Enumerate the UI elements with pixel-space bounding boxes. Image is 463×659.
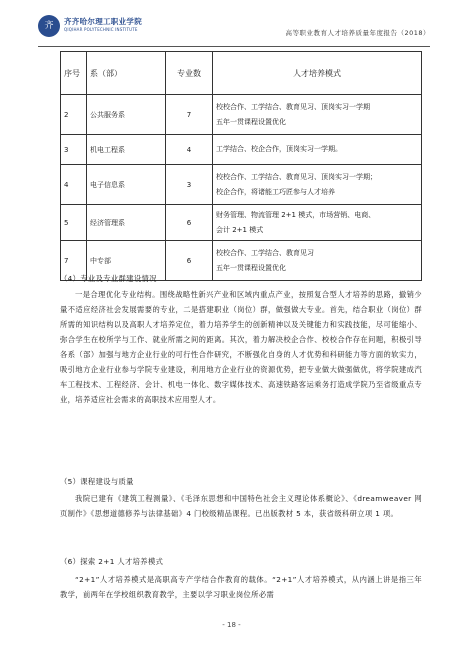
table-row [61, 165, 422, 205]
mode-line: 五年一贯课程设置优化 [216, 263, 286, 272]
row-dept: 机电工程系 [87, 135, 166, 165]
school-name: 齐齐哈尔理工职业学院 [64, 17, 142, 26]
mode-line: 会计 2+1 模式 [216, 225, 264, 234]
mode-line: 校校合作、工学结合、教育见习、顶岗实习一学期 [216, 102, 370, 111]
school-name-english: QIQIHAR POLYTECHNIC INSTITUTE [64, 27, 138, 32]
row-count: 7 [166, 95, 213, 135]
table-row [61, 135, 422, 165]
mode-line: 校企合作，将诸能工巧匠参与人才培养 [216, 187, 335, 196]
section-6-heading: （6）探索 2+1 人才培养模式 [60, 557, 164, 566]
mode-line: 校校合作、工学结合、教育见习、顶岗实习一学期； [216, 172, 377, 181]
row-no: 2 [61, 95, 87, 135]
page-number: - 18 - [222, 621, 241, 629]
row-no: 5 [61, 205, 87, 241]
talent-model-table [60, 51, 422, 281]
row-dept: 经济管理系 [87, 205, 166, 241]
section-4-paragraph: 一是合理优化专业结构。围绕战略性新兴产业和区域内重点产业，按照复合型人才培养的思路，撤销少量不适应经济社会发展需要的专业，二是搭建职业（岗位）群，做强做大专业。首先，结合职业（岗位）群所需的知识结构以及高职人才培养定位，着力培养学生的创新精神以及关键能力和实践技能，尽可能缩小、弥合学生在校所学与工作、就业所需之间的距离。其次，着力解决校企合作、校校合作存在问题，积极引导各系（部）加强与地方企业行业的可行性合作研究，不断强化自身的人才优势和科研能力等方面的软实力，吸引地方企业行业参与学院专业建设，利用地方企业行业的资源优势，把专业做大做强做优，将学院建成汽车工程技术、工程经济、会计、机电一体化、数字媒体技术、高速铁路客运乘务打造成学院乃至省级重点专业，培养适应社会需求的高职技术应用型人才。 [60, 290, 422, 404]
table-row [61, 95, 422, 135]
section-6-paragraph: “2+1”人才培养模式是高职高专产学结合作教育的载体。“2+1”人才培养模式，从内涵上讲是指三年教学，前两年在学校组织教育教学，主要以学习职业岗位所必需 [60, 575, 422, 599]
header-dept: 系（部） [87, 52, 166, 95]
mode-line: 工学结合、校企合作，顶岗实习一学期。 [216, 145, 342, 153]
row-mode [213, 205, 422, 241]
mode-line: 校校合作、工学结合、教育见习 [216, 248, 314, 257]
row-mode [213, 165, 422, 205]
row-mode [213, 135, 422, 165]
mode-line: 五年一贯课程设置优化 [216, 117, 286, 126]
row-no: 7 [61, 241, 87, 281]
header-no: 序号 [61, 52, 87, 95]
row-dept: 电子信息系 [87, 165, 166, 205]
row-no: 4 [61, 165, 87, 205]
row-count: 3 [166, 165, 213, 205]
row-dept: 公共服务系 [87, 95, 166, 135]
row-count: 6 [166, 241, 213, 281]
section-4-heading: （4）专业及专业群建设情况 [60, 274, 157, 283]
row-no: 3 [61, 135, 87, 165]
header-mode: 人才培养模式 [213, 52, 422, 95]
page-header [38, 12, 430, 47]
header-count: 专业数 [166, 52, 213, 95]
table-header-row [61, 52, 422, 95]
school-logo: 齐 [38, 15, 60, 37]
table-row [61, 205, 422, 241]
row-count: 6 [166, 205, 213, 241]
report-title: 高等职业教育人才培养质量年度报告（2018） [285, 29, 430, 37]
section-5-paragraph: 我院已建有《建筑工程测量》、《毛泽东思想和中国特色社会主义理论体系概论》、《dreamweaver 网页制作》《思想道德修养与法律基础》4 门校级精品课程。已出版教材 5 本，获省级科研立项 1 项。 [60, 494, 422, 518]
row-dept: 中专部 [87, 241, 166, 281]
row-mode [213, 95, 422, 135]
mode-line: 财务管理、物流管理 2+1 模式，市场营销、电商、 [216, 210, 376, 219]
row-count: 4 [166, 135, 213, 165]
section-5-heading: （5）课程建设与质量 [60, 477, 134, 486]
